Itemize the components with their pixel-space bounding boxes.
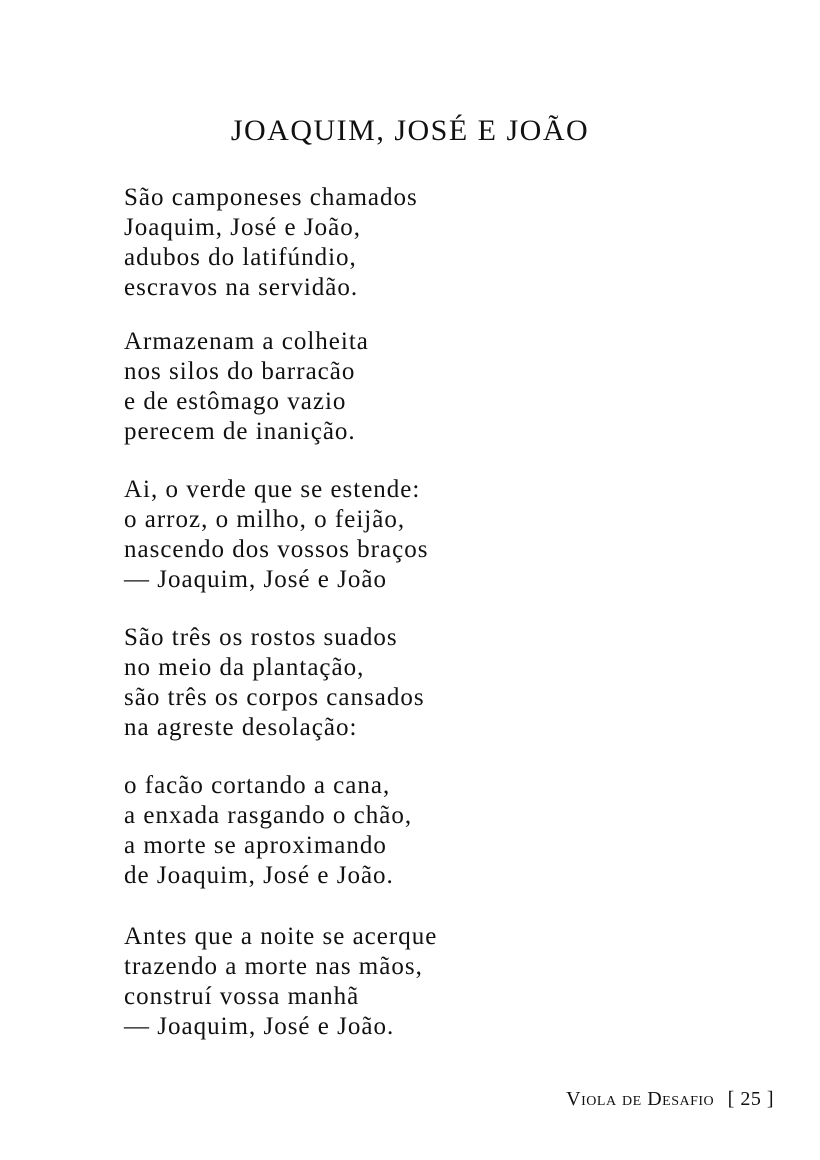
poem-line: — Joaquim, José e João. xyxy=(124,1013,395,1040)
poem-line: escravos na servidão. xyxy=(124,274,359,301)
poem-line: na agreste desolação: xyxy=(124,714,358,741)
poem-line: no meio da plantação, xyxy=(124,654,365,681)
poem-line: — Joaquim, José e João xyxy=(124,566,387,593)
stanza-2 xyxy=(124,327,369,447)
stanza-1 xyxy=(124,183,418,303)
poem-line: construí vossa manhã xyxy=(124,983,360,1010)
poem-line: a morte se aproximando xyxy=(124,832,387,859)
poem-line: perecem de inanição. xyxy=(124,418,356,445)
poem-line: Joaquim, José e João, xyxy=(124,214,361,241)
poem-line: adubos do latifúndio, xyxy=(124,244,357,271)
poem-line: são três os corpos cansados xyxy=(124,684,425,711)
poem-line: São três os rostos suados xyxy=(124,624,398,651)
poem-line: de Joaquim, José e João. xyxy=(124,862,394,889)
poem-line: o arroz, o milho, o feijão, xyxy=(124,506,406,533)
book-title: Viola de Desafio xyxy=(566,1088,715,1110)
poem-line: trazendo a morte nas mãos, xyxy=(124,953,423,980)
poem-line: Ai, o verde que se estende: xyxy=(124,476,421,503)
poem-line: Armazenam a colheita xyxy=(124,328,369,355)
poem-line: o facão cortando a cana, xyxy=(124,772,391,799)
page-number: [ 25 ] xyxy=(727,1088,774,1110)
page-footer xyxy=(566,1088,774,1111)
poem-line: e de estômago vazio xyxy=(124,388,347,415)
stanza-3 xyxy=(124,475,428,595)
poem-line: nos silos do barracão xyxy=(124,358,356,385)
poem-line: São camponeses chamados xyxy=(124,184,418,211)
poem-line: Antes que a noite se acerque xyxy=(124,923,438,950)
poem-title: JOAQUIM, JOSÉ E JOÃO xyxy=(230,114,590,147)
poem-line: nascendo dos vossos braços xyxy=(124,536,429,563)
stanza-6 xyxy=(124,922,437,1042)
stanza-4 xyxy=(124,623,425,743)
poem-line: a enxada rasgando o chão, xyxy=(124,802,413,829)
stanza-5 xyxy=(124,771,412,891)
